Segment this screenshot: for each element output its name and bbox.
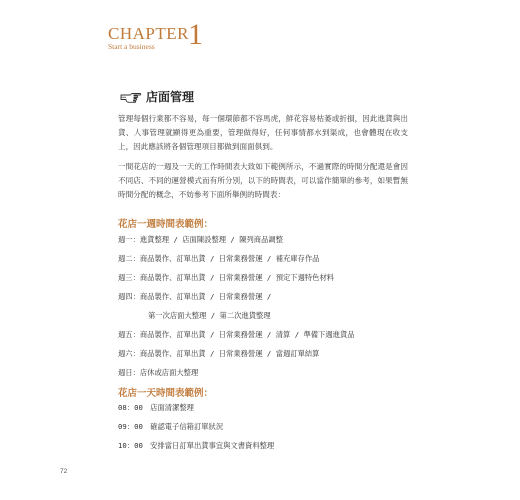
list-item: 08：00 店面清潔整理	[118, 403, 194, 412]
list-item: 週三：商品製作、訂單出貨 / 日常業務營運 / 預定下週特色材料	[118, 273, 335, 282]
daily-schedule-list	[118, 398, 274, 455]
list-item: 週日：店休或店面大整理	[118, 368, 199, 377]
daily-schedule-title: 花店一天時間表範例：	[118, 388, 214, 399]
chapter-number: 1	[188, 18, 203, 51]
weekly-schedule-title: 花店一週時間表範例：	[118, 219, 214, 230]
list-item: 週四：商品製作、訂單出貨 / 日常業務營運 /	[118, 292, 272, 301]
intro-paragraph: 管理每個行業都不容易，每一個環節都不容馬虎，鮮花容易枯萎或折損，因此進貨與出貨、人事管理就顯得更為重要，管理做得好，任何事情都水到渠成，也會體現在收支上，因此應該將各個管理項目都做到面面俱到。	[118, 114, 408, 151]
list-item: 週一：進貨整理 / 店面陳設整理 / 陳列商品調整	[118, 235, 283, 244]
chapter-subtitle: Start a business	[108, 42, 155, 51]
list-item: 週五：商品製作、訂單出貨 / 日常業務營運 / 清算 / 準備下週進貨品	[118, 330, 355, 339]
section-heading	[120, 88, 194, 105]
list-item: 週二：商品製作、訂單出貨 / 日常業務營運 / 補充庫存作品	[118, 254, 320, 263]
weekly-schedule-list	[118, 230, 355, 382]
schedule-paragraph: 一間花店的一週及一天的工作時間表大致如下範例所示，不過實際的時間分配還是會因不同店、不同的運營模式而有所分別，以下的時間表，可以當作簡單的參考，如果暫無時間分配的概念，不妨參考下面所舉例的時間表：	[118, 162, 408, 199]
pointing-hand-icon	[120, 91, 142, 103]
chapter-word: CHAPTER	[108, 24, 189, 43]
list-item: 09：00 確認電子信箱訂單狀況	[118, 422, 224, 431]
list-item: 第一次店面大整理 / 第二次進貨整理	[148, 311, 271, 320]
page-number: 72	[60, 468, 68, 475]
section-title: 店面管理	[146, 90, 195, 104]
list-item: 週六：商品製作、訂單出貨 / 日常業務營運 / 當週訂單結算	[118, 349, 320, 358]
list-item: 10：00 安排當日訂單出貨事宜與文書資料整理	[118, 441, 275, 450]
